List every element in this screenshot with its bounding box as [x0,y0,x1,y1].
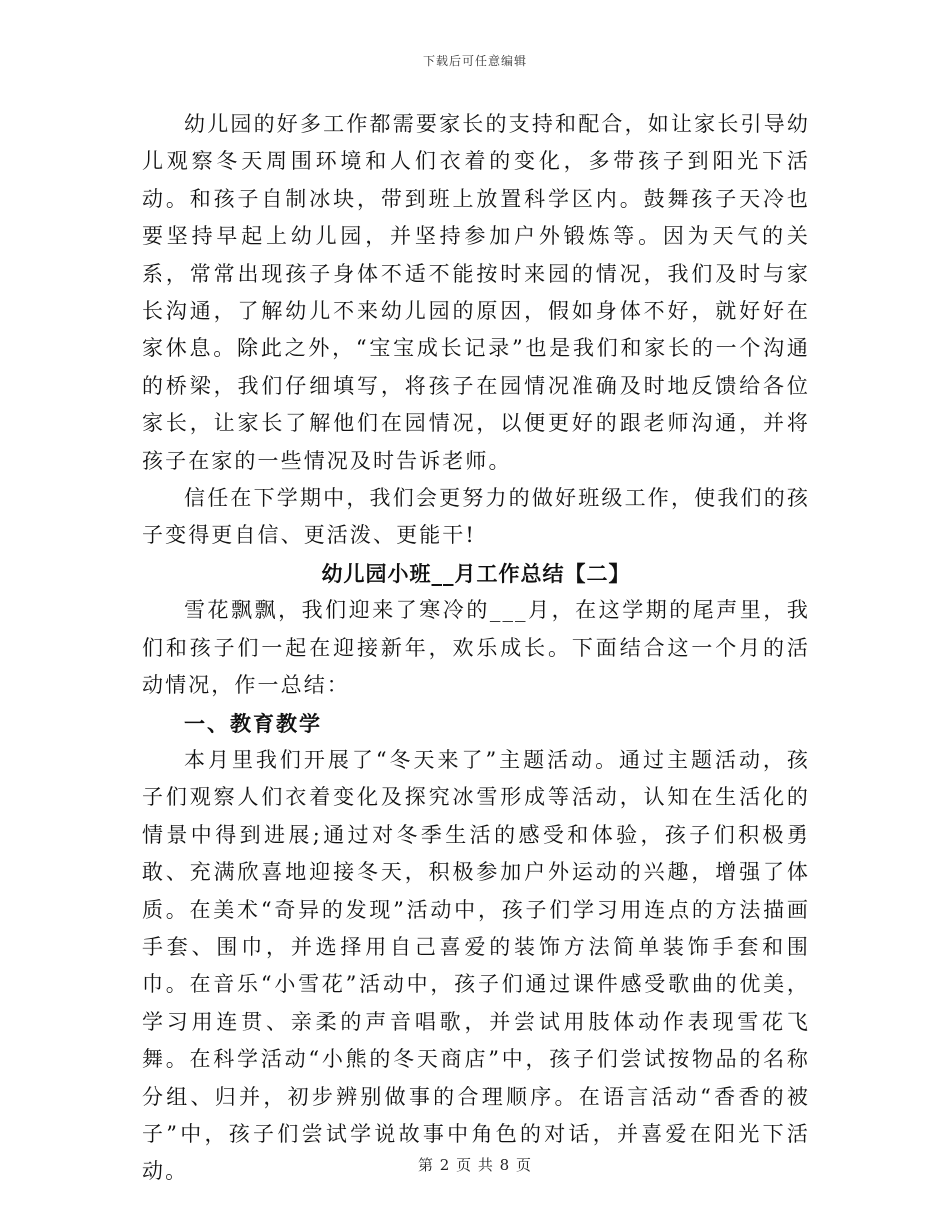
paragraph-intro: 雪花飘飘，我们迎来了寒冷的___月，在这学期的尾声里，我们和孩子们一起在迎接新年，欢乐成长。下面结合这一个月的活动情况，作一总结： [142,598,810,698]
paragraph-parent-cooperation: 幼儿园的好多工作都需要家长的支持和配合，如让家长引导幼儿观察冬天周围环境和人们衣着的变化，多带孩子到阳光下活动。和孩子自制冰块，带到班上放置科学区内。鼓舞孩子天冷也要坚持早起上幼儿园，并坚持参加户外锻炼等。因为天气的关系，常常出现孩子身体不适不能按时来园的情况，我们及时与家长沟通，了解幼儿不来幼儿园的原因，假如身体不好，就好好在家休息。除此之外，“宝宝成长记录”也是我们和家长的一个沟通的桥梁，我们仔细填写，将孩子在园情况准确及时地反馈给各位家长，让家长了解他们在园情况，以便更好的跟老师沟通，并将孩子在家的一些情况及时告诉老师。 [142,112,810,473]
paragraph-next-semester: 信任在下学期中，我们会更努力的做好班级工作，使我们的孩子变得更自信、更活泼、更能干! [142,486,810,548]
document-body [142,106,810,1191]
page-number: 第 2 页 共 8 页 [418,1156,532,1174]
paragraph-education: 本月里我们开展了“冬天来了”主题活动。通过主题活动，孩子们观察人们衣着变化及探究冰雪形成等活动，认知在生活化的情景中得到进展;通过对冬季生活的感受和体验，孩子们积极勇敢、充满欣喜地迎接冬天，积极参加户外运动的兴趣，增强了体质。在美术“奇异的发现”活动中，孩子们学习用连点的方法描画手套、围巾，并选择用自己喜爱的装饰方法简单装饰手套和围巾。在音乐“小雪花”活动中，孩子们通过课件感受歌曲的优美，学习用连贯、亲柔的声音唱歌，并尝试用肢体动作表现雪花飞舞。在科学活动“小熊的冬天商店”中，孩子们尝试按物品的名称分组、归并，初步辨别做事的合理顺序。在语言活动“香香的被子”中，孩子们尝试学说故事中角色的对话，并喜爱在阳光下活动。 [142,747,810,1184]
page-header: 下载后可任意编辑 [422,54,527,68]
section-heading-education: 一、教育教学 [184,710,322,736]
section-title: 幼儿园小班__月工作总结【二】 [321,560,631,586]
